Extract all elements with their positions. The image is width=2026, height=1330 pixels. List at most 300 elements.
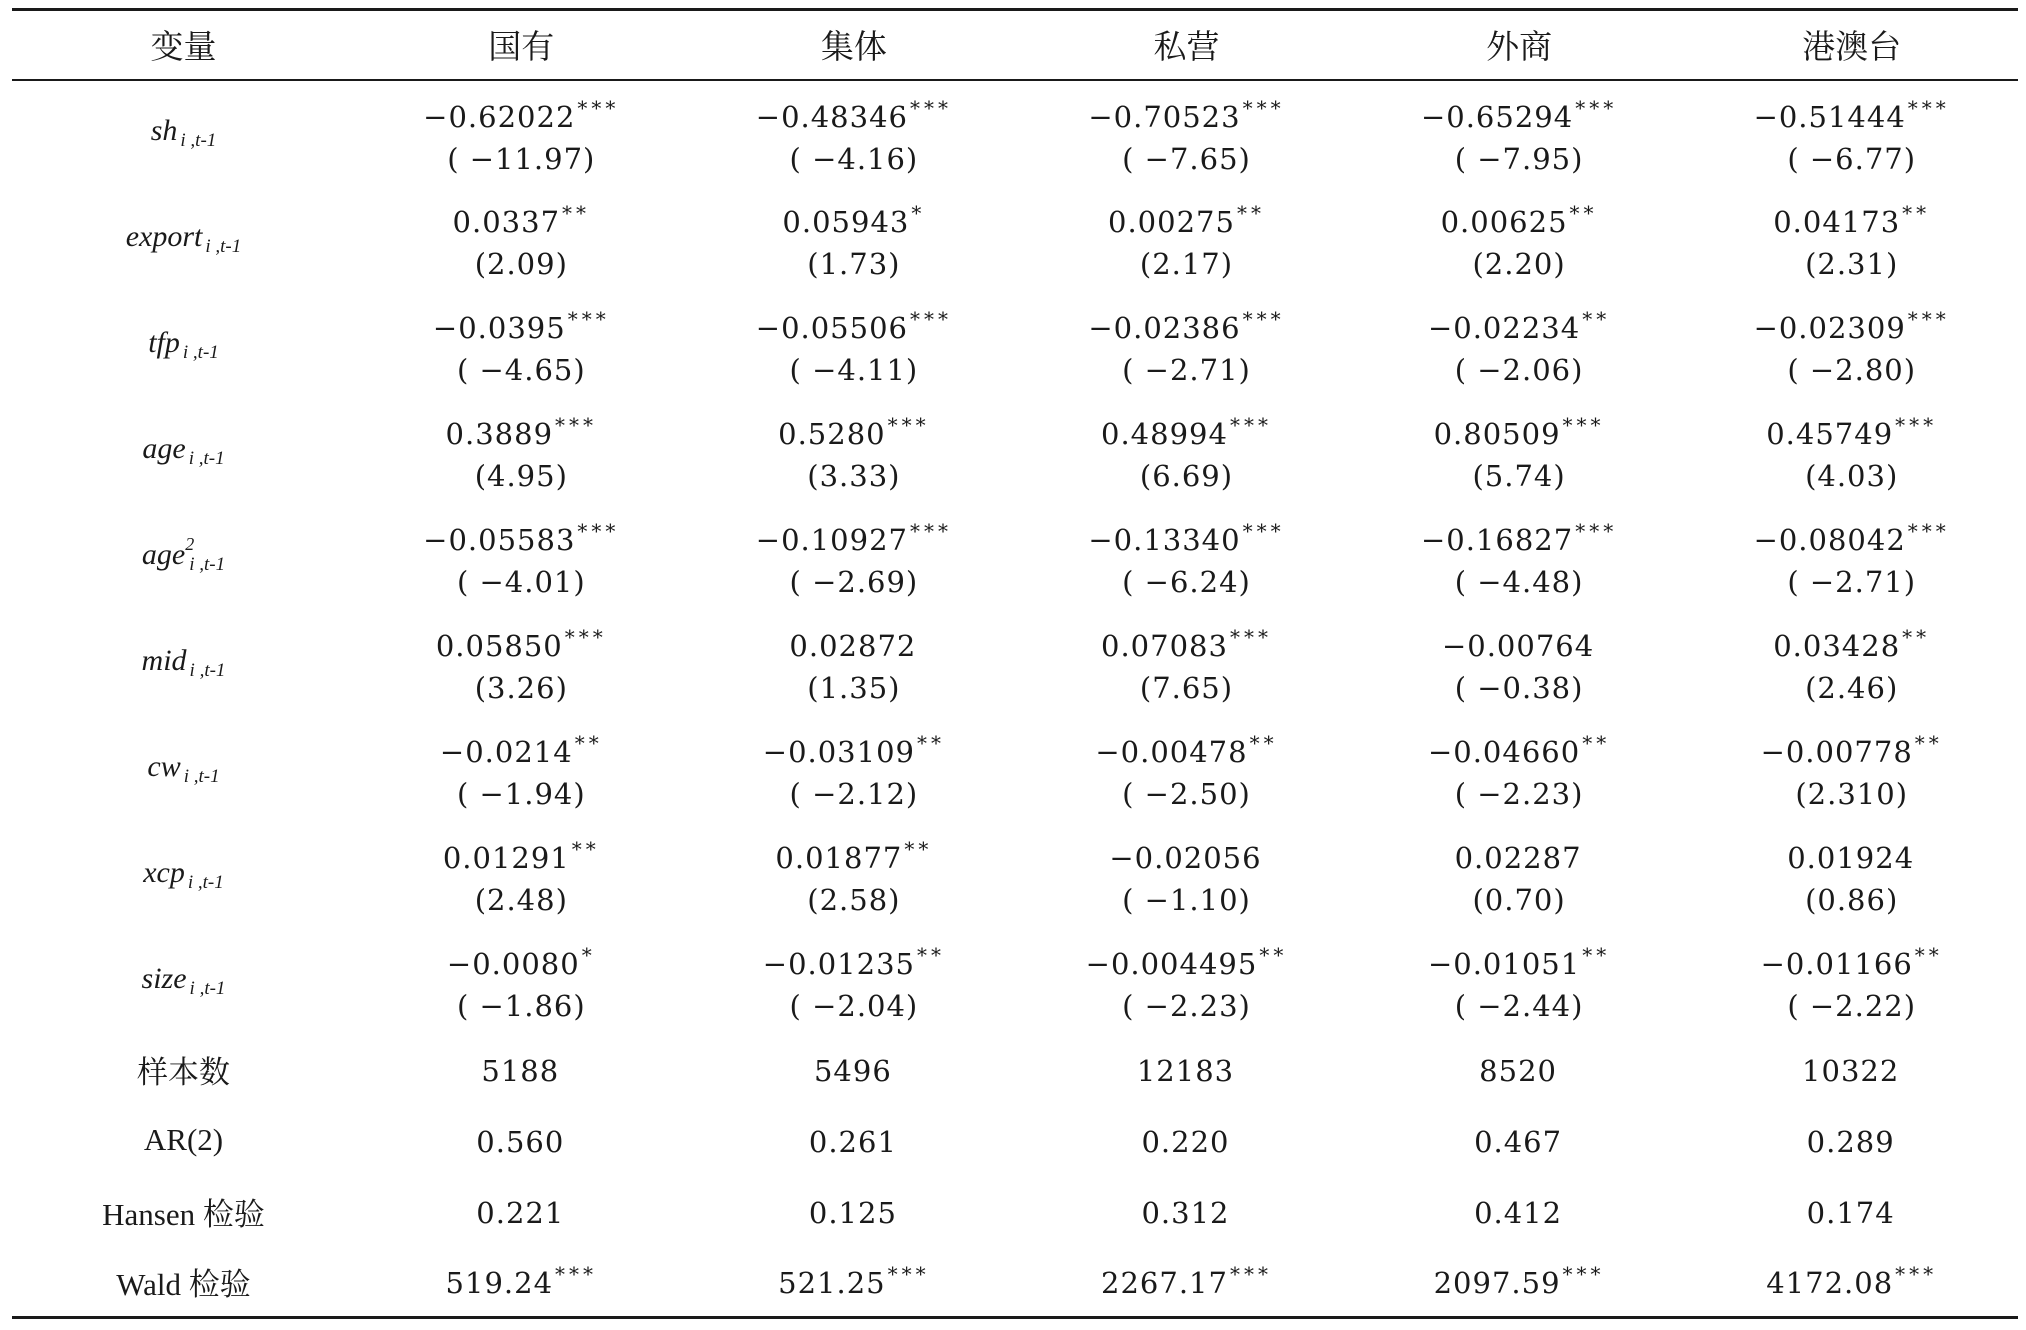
coefficient-line	[1020, 934, 1353, 985]
coefficient-cell	[688, 716, 1021, 822]
coefficient-value: −0.05583	[423, 523, 576, 557]
coefficient-cell	[355, 610, 688, 716]
t-statistic: (4.95)	[474, 459, 568, 493]
variable-subscript: i ,t-1	[189, 977, 226, 999]
significance-stars: ***	[555, 413, 598, 437]
coefficient-row	[12, 292, 2018, 398]
coefficient-line	[1020, 510, 1353, 561]
coefficient-line	[1685, 934, 2018, 985]
statistic-row	[12, 1105, 2018, 1176]
coefficient-line	[1353, 616, 1686, 667]
coefficient-line	[688, 192, 1021, 243]
coefficient-value: 0.05943	[782, 205, 910, 239]
coefficient-cell	[1020, 398, 1353, 504]
significance-stars: ***	[1907, 519, 1950, 543]
coefficient-line	[355, 404, 688, 455]
coefficient-line	[355, 934, 688, 985]
coefficient-row	[12, 928, 2018, 1034]
coefficient-value: −0.48346	[755, 99, 908, 134]
statistic-value: 0.125	[808, 1196, 897, 1230]
statistic-row	[12, 1247, 2018, 1318]
coefficient-cell	[1685, 928, 2018, 1034]
t-statistic: ( −2.04)	[789, 989, 919, 1023]
coefficient-line	[1020, 298, 1353, 349]
variable-symbol: size	[141, 961, 187, 995]
t-statistic: ( −11.97)	[447, 141, 596, 176]
t-statistic: (6.69)	[1139, 459, 1234, 493]
t-statistic: ( −1.10)	[1122, 883, 1251, 917]
significance-stars: **	[562, 201, 591, 225]
coefficient-row	[12, 398, 2018, 504]
coefficient-value: −0.01051	[1427, 947, 1581, 981]
coefficient-value: 0.48994	[1101, 417, 1228, 451]
significance-stars: ***	[887, 1262, 930, 1287]
statistic-cell	[1020, 1034, 1353, 1105]
coefficient-value: 0.00625	[1440, 205, 1568, 239]
significance-stars: ***	[567, 307, 610, 331]
coefficient-cell	[355, 292, 688, 398]
coefficient-value: −0.02234	[1427, 311, 1581, 345]
t-statistic: (0.70)	[1472, 883, 1566, 917]
coefficient-value: −0.0395	[432, 311, 566, 345]
coefficient-row	[12, 186, 2018, 292]
coefficient-value: −0.0080	[446, 947, 580, 981]
coefficient-value: −0.00764	[1441, 629, 1595, 663]
statistic-value: 0.467	[1474, 1125, 1563, 1159]
coefficient-line	[1020, 404, 1353, 455]
coefficient-row	[12, 504, 2018, 610]
coefficient-line	[1020, 616, 1353, 667]
significance-stars: **	[1582, 943, 1611, 967]
t-statistic: ( −2.69)	[789, 565, 919, 599]
header-collective: 集体	[688, 10, 1021, 80]
significance-stars: ***	[910, 519, 952, 543]
t-statistic: ( −4.11)	[789, 353, 919, 387]
t-statistic: ( −6.24)	[1122, 565, 1251, 599]
coefficient-cell	[688, 186, 1021, 292]
significance-stars: ***	[1242, 307, 1285, 331]
coefficient-line	[1353, 87, 1686, 138]
variable-name	[12, 80, 355, 186]
coefficient-value: −0.51444	[1753, 99, 1906, 134]
t-statistic: ( −1.94)	[456, 777, 586, 811]
significance-stars: **	[1582, 307, 1611, 331]
coefficient-value: −0.02309	[1753, 311, 1906, 345]
regression-table-container	[12, 8, 2018, 1319]
coefficient-cell	[355, 80, 688, 186]
significance-stars: ***	[577, 519, 620, 543]
coefficient-cell	[1020, 186, 1353, 292]
table-body	[12, 80, 2018, 1318]
coefficient-value: −0.01235	[762, 947, 915, 981]
variable-symbol: sh	[150, 114, 178, 147]
coefficient-cell	[688, 292, 1021, 398]
t-statistic: ( −1.86)	[456, 989, 586, 1023]
coefficient-value: −0.00478	[1095, 735, 1248, 769]
coefficient-line	[1685, 722, 2018, 773]
coefficient-value: −0.02056	[1109, 841, 1262, 875]
coefficient-value: −0.03109	[762, 735, 915, 769]
t-statistic: (7.65)	[1139, 671, 1234, 705]
coefficient-cell	[1353, 716, 1686, 822]
coefficient-cell	[1685, 398, 2018, 504]
t-statistic: ( −2.50)	[1122, 777, 1251, 811]
coefficient-value: −0.62022	[423, 99, 576, 134]
statistic-cell	[1685, 1247, 2018, 1318]
coefficient-value: 0.45749	[1766, 417, 1894, 451]
coefficient-line	[688, 510, 1021, 561]
coefficient-line	[688, 722, 1021, 773]
t-statistic: ( −2.12)	[789, 777, 919, 811]
coefficient-cell	[1353, 398, 1686, 504]
t-statistic: (5.74)	[1472, 459, 1566, 493]
statistic-label: 样本数	[137, 1054, 230, 1090]
t-statistic: ( −2.22)	[1787, 989, 1917, 1023]
statistic-label: Hansen 检验	[102, 1196, 265, 1232]
coefficient-line	[1020, 722, 1353, 773]
coefficient-line	[1685, 87, 2018, 138]
variable-subscript: i ,t-1	[189, 659, 226, 681]
variable-subscript: i ,t-1	[182, 341, 219, 363]
coefficient-cell	[1020, 292, 1353, 398]
header-foreign: 外商	[1353, 10, 1686, 80]
t-statistic: (2.17)	[1139, 247, 1234, 281]
significance-stars: ***	[1907, 307, 1950, 331]
variable-name	[12, 504, 355, 610]
statistic-value: 0.412	[1474, 1196, 1563, 1230]
coefficient-value: −0.13340	[1088, 523, 1241, 557]
statistic-value: 521.25	[778, 1266, 886, 1301]
coefficient-line	[1685, 616, 2018, 667]
coefficient-row	[12, 716, 2018, 822]
t-statistic: (2.20)	[1472, 247, 1566, 281]
coefficient-value: −0.10927	[755, 523, 908, 557]
statistic-label: AR(2)	[143, 1122, 224, 1157]
coefficient-cell	[1353, 928, 1686, 1034]
coefficient-cell	[355, 398, 688, 504]
coefficient-value: 0.05850	[435, 629, 563, 663]
coefficient-cell	[688, 928, 1021, 1034]
variable-name	[12, 186, 355, 292]
statistic-row	[12, 1034, 2018, 1105]
variable-name	[12, 822, 355, 928]
coefficient-line	[355, 510, 688, 561]
coefficient-cell	[1020, 822, 1353, 928]
statistic-cell	[355, 1105, 688, 1176]
statistic-cell	[1020, 1176, 1353, 1247]
header-row	[12, 10, 2018, 80]
significance-stars: ***	[887, 413, 930, 437]
coefficient-line	[355, 87, 688, 138]
variable-subscript: i ,t-1	[187, 871, 224, 893]
coefficient-line	[688, 934, 1021, 985]
significance-stars: **	[1569, 201, 1598, 225]
statistic-value: 4172.08	[1766, 1266, 1894, 1301]
statistic-value: 0.312	[1141, 1196, 1230, 1230]
statistic-value: 0.560	[476, 1125, 565, 1159]
statistic-cell	[1353, 1034, 1686, 1105]
coefficient-line	[688, 828, 1021, 879]
statistic-value: 10322	[1802, 1054, 1900, 1088]
t-statistic: (2.58)	[807, 883, 901, 917]
significance-stars: **	[1914, 731, 1943, 755]
statistic-value: 8520	[1479, 1054, 1557, 1088]
statistic-value: 0.174	[1806, 1196, 1895, 1230]
coefficient-value: 0.01924	[1787, 841, 1915, 875]
statistic-cell	[688, 1176, 1021, 1247]
coefficient-cell	[1353, 80, 1686, 186]
t-statistic: (1.73)	[807, 247, 901, 281]
significance-stars: **	[1249, 731, 1278, 755]
coefficient-line	[1020, 192, 1353, 243]
coefficient-cell	[1685, 186, 2018, 292]
coefficient-cell	[1353, 610, 1686, 716]
statistic-cell	[1685, 1105, 2018, 1176]
significance-stars: ***	[1895, 1262, 1938, 1287]
coefficient-cell	[1685, 610, 2018, 716]
significance-stars: *	[911, 201, 926, 225]
significance-stars: **	[904, 837, 933, 861]
variable-symbol: tfp	[148, 325, 180, 359]
coefficient-cell	[355, 928, 688, 1034]
statistic-cell	[1353, 1105, 1686, 1176]
coefficient-cell	[1685, 504, 2018, 610]
header-hk-macao-taiwan: 港澳台	[1685, 10, 2018, 80]
statistic-value: 519.24	[445, 1266, 554, 1301]
variable-subscript: i ,t-1	[188, 447, 225, 469]
coefficient-cell	[1685, 822, 2018, 928]
significance-stars: ***	[1242, 95, 1285, 120]
coefficient-cell	[688, 822, 1021, 928]
t-statistic: (2.46)	[1805, 671, 1899, 705]
statistic-cell	[1020, 1247, 1353, 1318]
header-state-owned: 国有	[355, 10, 688, 80]
t-statistic: ( −6.77)	[1787, 141, 1917, 176]
statistic-cell	[688, 1034, 1021, 1105]
coefficient-value: 0.5280	[778, 417, 886, 451]
statistic-label: Wald 检验	[12, 1247, 355, 1318]
t-statistic: ( −4.48)	[1454, 565, 1584, 599]
t-statistic: ( −2.06)	[1454, 353, 1584, 387]
t-statistic: ( −2.71)	[1122, 353, 1251, 387]
statistic-value: 0.221	[476, 1196, 565, 1230]
coefficient-line	[1353, 934, 1686, 985]
t-statistic: ( −7.95)	[1454, 141, 1584, 176]
statistic-value: 5188	[481, 1054, 560, 1088]
t-statistic: ( −0.38)	[1454, 671, 1584, 705]
coefficient-line	[1685, 510, 2018, 561]
statistic-value: 2097.59	[1433, 1266, 1561, 1301]
significance-stars: ***	[910, 95, 952, 120]
coefficient-cell	[688, 80, 1021, 186]
coefficient-cell	[1020, 504, 1353, 610]
coefficient-value: 0.02287	[1454, 841, 1582, 875]
coefficient-value: −0.16827	[1420, 523, 1574, 557]
statistic-cell	[355, 1034, 688, 1105]
significance-stars: ***	[1907, 95, 1950, 120]
coefficient-line	[1353, 298, 1686, 349]
regression-table	[12, 8, 2018, 1319]
significance-stars: ***	[577, 95, 620, 120]
variable-symbol: cw	[147, 749, 181, 783]
coefficient-cell	[1685, 292, 2018, 398]
statistic-value: 2267.17	[1101, 1266, 1228, 1301]
coefficient-value: 0.01291	[442, 841, 570, 875]
statistic-cell	[1685, 1034, 2018, 1105]
coefficient-line	[1353, 828, 1686, 879]
significance-stars: ***	[1229, 625, 1272, 649]
t-statistic: (4.03)	[1805, 459, 1899, 493]
t-statistic: ( −2.44)	[1454, 989, 1584, 1023]
coefficient-line	[688, 87, 1021, 138]
coefficient-line	[688, 404, 1021, 455]
t-statistic: (2.31)	[1805, 247, 1899, 281]
statistic-cell	[688, 1247, 1021, 1318]
variable-name	[12, 610, 355, 716]
significance-stars: **	[1259, 943, 1288, 967]
significance-stars: ***	[1575, 95, 1618, 120]
significance-stars: ***	[555, 1262, 598, 1287]
statistic-value: 0.289	[1806, 1125, 1895, 1159]
coefficient-line	[355, 828, 688, 879]
statistic-value: 12183	[1136, 1054, 1235, 1088]
coefficient-line	[355, 298, 688, 349]
coefficient-cell	[1353, 292, 1686, 398]
significance-stars: **	[917, 943, 945, 967]
significance-stars: **	[1914, 943, 1943, 967]
coefficient-line	[1353, 510, 1686, 561]
coefficient-cell	[1353, 504, 1686, 610]
significance-stars: ***	[1242, 519, 1285, 543]
variable-name	[12, 928, 355, 1034]
statistic-cell	[355, 1176, 688, 1247]
t-statistic: (1.35)	[807, 671, 901, 705]
coefficient-cell	[1020, 716, 1353, 822]
significance-stars: **	[571, 837, 600, 861]
coefficient-value: −0.04660	[1427, 735, 1581, 769]
coefficient-cell	[1685, 716, 2018, 822]
coefficient-value: −0.01166	[1760, 947, 1913, 981]
variable-name	[12, 398, 355, 504]
significance-stars: ***	[564, 625, 607, 649]
t-statistic: ( −2.23)	[1122, 989, 1251, 1023]
coefficient-row	[12, 80, 2018, 186]
table-header	[12, 10, 2018, 80]
coefficient-line	[1353, 404, 1686, 455]
t-statistic: (2.48)	[474, 883, 568, 917]
coefficient-line	[1020, 87, 1353, 138]
statistic-cell	[1020, 1105, 1353, 1176]
coefficient-line	[688, 616, 1021, 667]
coefficient-value: −0.00778	[1760, 735, 1913, 769]
coefficient-cell	[1020, 80, 1353, 186]
coefficient-line	[1685, 404, 2018, 455]
coefficient-value: 0.02872	[789, 629, 917, 663]
coefficient-cell	[355, 716, 688, 822]
statistic-cell	[1353, 1176, 1686, 1247]
coefficient-value: 0.03428	[1773, 629, 1901, 663]
coefficient-line	[355, 616, 688, 667]
coefficient-cell	[688, 610, 1021, 716]
coefficient-value: 0.01877	[775, 841, 903, 875]
coefficient-value: 0.00275	[1108, 205, 1235, 239]
t-statistic: ( −2.71)	[1787, 565, 1917, 599]
coefficient-line	[355, 722, 688, 773]
coefficient-value: 0.07083	[1101, 629, 1228, 663]
variable-symbol: export	[125, 219, 203, 253]
variable-name	[12, 292, 355, 398]
significance-stars: ***	[1575, 519, 1618, 543]
coefficient-cell	[355, 822, 688, 928]
significance-stars: **	[574, 731, 603, 755]
coefficient-cell	[1685, 80, 2018, 186]
variable-symbol: age	[141, 537, 186, 571]
coefficient-cell	[1020, 610, 1353, 716]
coefficient-line	[1353, 192, 1686, 243]
coefficient-cell	[355, 504, 688, 610]
coefficient-cell	[688, 504, 1021, 610]
statistic-cell	[1685, 1176, 2018, 1247]
coefficient-line	[688, 298, 1021, 349]
significance-stars: **	[1902, 625, 1931, 649]
t-statistic: ( −4.65)	[456, 353, 586, 387]
t-statistic: ( −4.16)	[789, 141, 919, 176]
t-statistic: ( −2.80)	[1787, 353, 1917, 387]
variable-subscript: i ,t-1	[189, 553, 226, 575]
variable-subscript: i ,t-1	[183, 765, 220, 787]
coefficient-cell	[1020, 928, 1353, 1034]
header-variable: 变量	[12, 10, 355, 80]
significance-stars: ***	[1562, 413, 1605, 437]
significance-stars: **	[1236, 201, 1265, 225]
variable-superscript: 2	[185, 533, 195, 554]
significance-stars: ***	[1895, 413, 1938, 437]
variable-subscript: i ,t-1	[205, 235, 242, 257]
coefficient-value: 0.80509	[1433, 417, 1561, 451]
t-statistic: ( −7.65)	[1122, 141, 1251, 176]
t-statistic: ( −4.01)	[456, 565, 586, 599]
significance-stars: ***	[1229, 1262, 1272, 1287]
variable-symbol: age	[142, 431, 186, 465]
statistic-cell	[355, 1247, 688, 1318]
coefficient-cell	[1353, 186, 1686, 292]
coefficient-value: 0.04173	[1773, 205, 1901, 239]
coefficient-value: −0.05506	[755, 311, 908, 345]
coefficient-line	[355, 192, 688, 243]
coefficient-value: −0.0214	[439, 735, 573, 769]
variable-subscript: i ,t-1	[180, 130, 217, 151]
statistic-cell	[688, 1105, 1021, 1176]
coefficient-cell	[1353, 822, 1686, 928]
coefficient-value: −0.08042	[1753, 523, 1906, 557]
t-statistic: (2.310)	[1795, 777, 1909, 811]
t-statistic: (3.33)	[807, 459, 901, 493]
coefficient-line	[1020, 828, 1353, 879]
coefficient-value: 0.0337	[452, 205, 561, 239]
t-statistic: (3.26)	[474, 671, 568, 705]
significance-stars: ***	[910, 307, 952, 331]
coefficient-value: −0.004495	[1085, 947, 1258, 981]
statistic-value: 0.261	[808, 1125, 897, 1159]
coefficient-line	[1685, 192, 2018, 243]
coefficient-value: −0.70523	[1088, 99, 1241, 134]
statistic-cell	[1353, 1247, 1686, 1318]
significance-stars: **	[1902, 201, 1931, 225]
coefficient-value: −0.02386	[1088, 311, 1241, 345]
significance-stars: **	[1582, 731, 1611, 755]
t-statistic: (2.09)	[474, 247, 568, 281]
variable-symbol: xcp	[143, 855, 185, 889]
